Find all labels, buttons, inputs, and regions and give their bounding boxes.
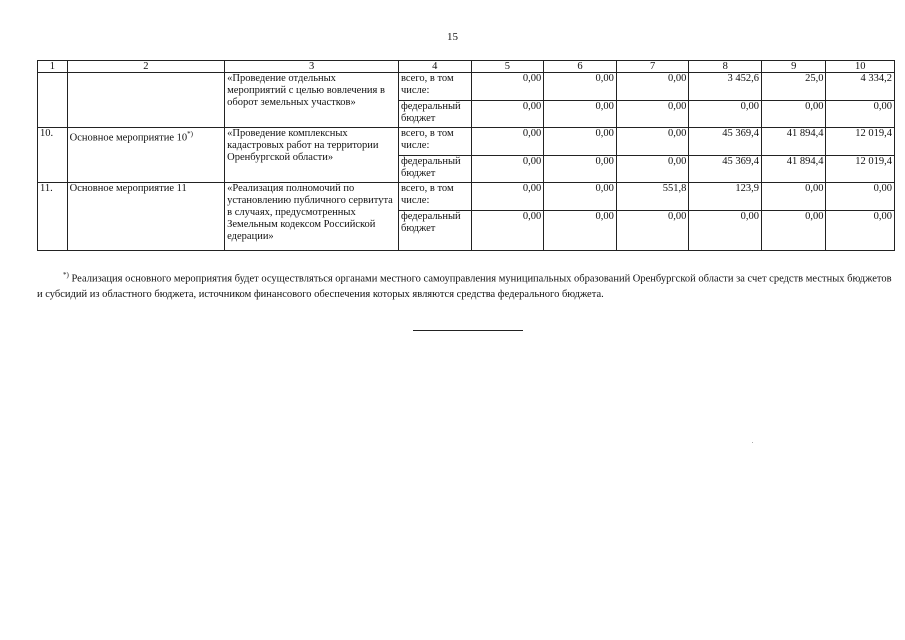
- funding-source-cell: всего, в том числе:: [398, 128, 471, 156]
- value-cell: 0,00: [616, 211, 689, 251]
- footnote-text: Реализация основного мероприятия будет осуществляться органами местного самоуправления муниципальных образований Оренбургской области за счет средств местных бюджетов и субсидий из областного бюджета, источником финансового обеспечения которых являются средства федерального бюджета.: [37, 273, 892, 300]
- value-cell: 0,00: [544, 211, 617, 251]
- column-header: 5: [471, 61, 544, 73]
- value-cell: 3 452,6: [689, 73, 762, 101]
- value-cell: 41 894,4: [762, 128, 826, 156]
- footnote-mark: *): [187, 130, 193, 138]
- funding-source-cell: всего, в том числе:: [398, 183, 471, 211]
- row-number-cell: 11.: [38, 183, 68, 251]
- column-header: 2: [67, 61, 224, 73]
- column-header: 10: [826, 61, 895, 73]
- activity-label: Основное мероприятие 10: [69, 132, 188, 144]
- value-cell: 0,00: [826, 101, 895, 128]
- value-cell: 0,00: [471, 73, 544, 101]
- value-cell: 0,00: [762, 183, 826, 211]
- budget-table: [37, 60, 895, 251]
- description-cell: «Проведение комплексных кадастровых работ на территории Оренбургской области»: [225, 128, 399, 183]
- value-cell: 0,00: [616, 101, 689, 128]
- value-cell: 0,00: [544, 156, 617, 183]
- value-cell: 0,00: [471, 211, 544, 251]
- value-cell: 0,00: [616, 128, 689, 156]
- page-number: 15: [447, 31, 458, 43]
- value-cell: 45 369,4: [689, 156, 762, 183]
- value-cell: 0,00: [544, 128, 617, 156]
- column-header: 4: [398, 61, 471, 73]
- value-cell: 0,00: [544, 101, 617, 128]
- description-cell: «Реализация полномочий по установлению публичного сервитута в случаях, предусмотренных Земельным кодексом Российской едерации»: [225, 183, 399, 251]
- column-header: 8: [689, 61, 762, 73]
- value-cell: 0,00: [544, 183, 617, 211]
- value-cell: 0,00: [826, 211, 895, 251]
- value-cell: 0,00: [544, 73, 617, 101]
- footnote: [37, 268, 895, 302]
- row-number-cell: [38, 73, 68, 128]
- footnote-mark: *): [63, 271, 69, 279]
- value-cell: 551,8: [616, 183, 689, 211]
- table-header-row: [38, 61, 895, 73]
- value-cell: 4 334,2: [826, 73, 895, 101]
- table-row: [38, 183, 895, 211]
- value-cell: 0,00: [616, 156, 689, 183]
- column-header: 6: [544, 61, 617, 73]
- value-cell: 0,00: [689, 211, 762, 251]
- value-cell: 45 369,4: [689, 128, 762, 156]
- column-header: 9: [762, 61, 826, 73]
- value-cell: 12 019,4: [826, 156, 895, 183]
- value-cell: 0,00: [471, 156, 544, 183]
- value-cell: 0,00: [762, 101, 826, 128]
- funding-source-cell: федеральный бюджет: [398, 211, 471, 251]
- column-header: 3: [225, 61, 399, 73]
- value-cell: 0,00: [762, 211, 826, 251]
- value-cell: 0,00: [689, 101, 762, 128]
- column-header: 7: [616, 61, 689, 73]
- end-rule: [413, 330, 523, 331]
- activity-cell: [67, 73, 224, 128]
- funding-source-cell: федеральный бюджет: [398, 156, 471, 183]
- column-header: 1: [38, 61, 68, 73]
- scan-speck: [752, 442, 753, 443]
- table-row: [38, 73, 895, 101]
- row-number-cell: 10.: [38, 128, 68, 183]
- description-cell: «Проведение отдельных мероприятий с целью вовлечения в оборот земельных участков»: [225, 73, 399, 128]
- funding-source-cell: всего, в том числе:: [398, 73, 471, 101]
- value-cell: 25,0: [762, 73, 826, 101]
- table-row: [38, 128, 895, 156]
- value-cell: 0,00: [826, 183, 895, 211]
- activity-cell: Основное мероприятие 11: [67, 183, 224, 251]
- value-cell: 0,00: [471, 183, 544, 211]
- value-cell: 0,00: [471, 101, 544, 128]
- funding-source-cell: федеральный бюджет: [398, 101, 471, 128]
- value-cell: 123,9: [689, 183, 762, 211]
- value-cell: 0,00: [616, 73, 689, 101]
- activity-cell: [67, 128, 224, 183]
- value-cell: 12 019,4: [826, 128, 895, 156]
- value-cell: 41 894,4: [762, 156, 826, 183]
- value-cell: 0,00: [471, 128, 544, 156]
